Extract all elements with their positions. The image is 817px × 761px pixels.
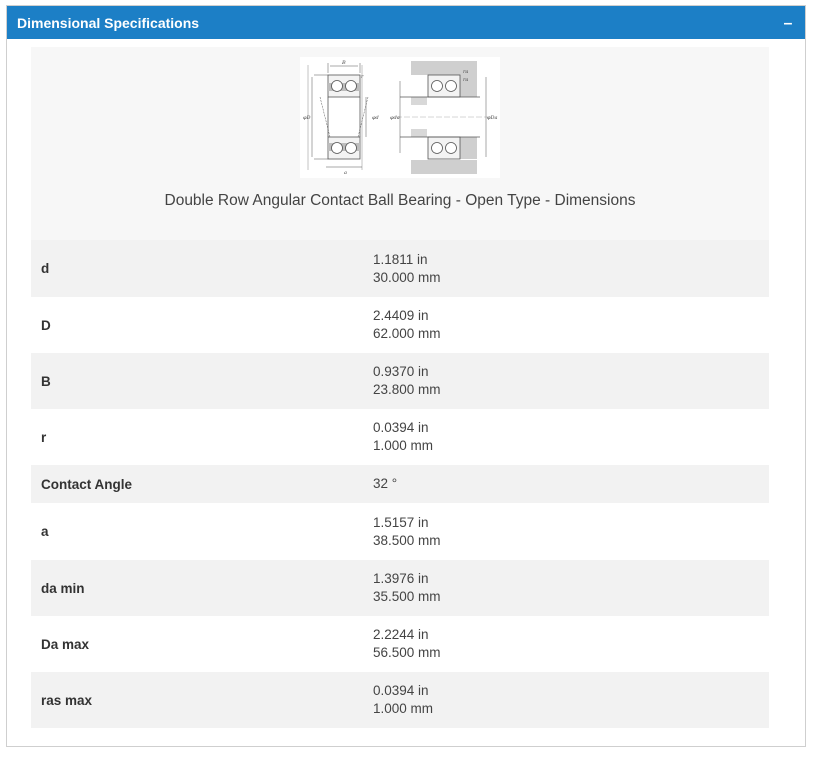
- spec-value: [363, 560, 769, 616]
- diagram-label-r: r: [361, 74, 364, 80]
- spec-row: [31, 503, 769, 560]
- spec-value-line: 0.9370 in: [373, 364, 429, 379]
- spec-value-line: 1.3976 in: [373, 571, 429, 586]
- specifications-table: [31, 240, 769, 728]
- spec-label: ras max: [41, 692, 93, 708]
- diagram-label-phiD: φD: [303, 115, 311, 121]
- bearing-mounting-drawing: [396, 61, 490, 174]
- diagram-label-a: a: [344, 170, 347, 176]
- spec-value-line: 62.000 mm: [373, 326, 441, 341]
- spec-value-line: 1.000 mm: [373, 701, 434, 716]
- spec-value-line: 38.500 mm: [373, 532, 441, 548]
- spec-value-line: 30.000 mm: [373, 269, 441, 285]
- spec-value: [363, 672, 769, 728]
- spec-value: [363, 503, 769, 560]
- figure-caption: Double Row Angular Contact Ball Bearing - Open Type - Dimensions: [164, 192, 636, 209]
- diagram-label-phida: φda: [390, 115, 400, 121]
- spec-value-line: 0.0394 in: [373, 683, 429, 698]
- collapse-icon[interactable]: –: [783, 15, 793, 32]
- spec-value: [363, 297, 769, 353]
- bearing-dimensions-diagram: [300, 57, 500, 178]
- spec-value: [363, 240, 769, 297]
- panel-title: Dimensional Specifications: [17, 14, 200, 31]
- panel-header[interactable]: [7, 6, 805, 39]
- spec-label: Da max: [41, 636, 90, 652]
- spec-value-line: 0.0394 in: [373, 420, 429, 435]
- spec-row: [31, 409, 769, 465]
- bearing-section-drawing: [308, 63, 368, 170]
- spec-value-line: 1.000 mm: [373, 438, 434, 453]
- spec-row: [31, 672, 769, 728]
- spec-label: da min: [41, 580, 85, 596]
- spec-value-line: 1.1811 in: [373, 251, 428, 267]
- spec-value: [363, 616, 769, 672]
- diagram-label-B: B: [342, 60, 346, 66]
- spec-value-line: 2.2244 in: [373, 627, 429, 642]
- panel-content: [31, 47, 769, 728]
- spec-value-line: 35.500 mm: [373, 589, 441, 604]
- spec-label: D: [41, 317, 51, 333]
- spec-row: [31, 616, 769, 672]
- spec-value: [363, 465, 769, 503]
- spec-value-line: 2.4409 in: [373, 308, 429, 323]
- spec-value: [363, 409, 769, 465]
- spec-value: [363, 353, 769, 409]
- spec-value-line: 23.800 mm: [373, 382, 441, 397]
- spec-row: [31, 465, 769, 503]
- figure-block: [31, 47, 769, 240]
- spec-row: [31, 240, 769, 297]
- diagram-label-phiDa: φDa: [487, 115, 498, 121]
- spec-label: d: [41, 261, 50, 276]
- spec-label: Contact Angle: [41, 476, 132, 492]
- diagram-label-ra-top: ra: [463, 69, 469, 75]
- spec-row: [31, 353, 769, 409]
- spec-value-line: 1.5157 in: [373, 514, 429, 530]
- spec-row: [31, 297, 769, 353]
- spec-label: r: [41, 429, 47, 445]
- spec-label: a: [41, 524, 49, 539]
- diagram-label-ra-side: ra: [463, 77, 469, 83]
- spec-value-line: 32 °: [373, 476, 398, 491]
- diagram-label-phid: φd: [372, 115, 379, 121]
- spec-row: [31, 560, 769, 616]
- spec-value-line: 56.500 mm: [373, 645, 441, 660]
- spec-label: B: [41, 373, 51, 389]
